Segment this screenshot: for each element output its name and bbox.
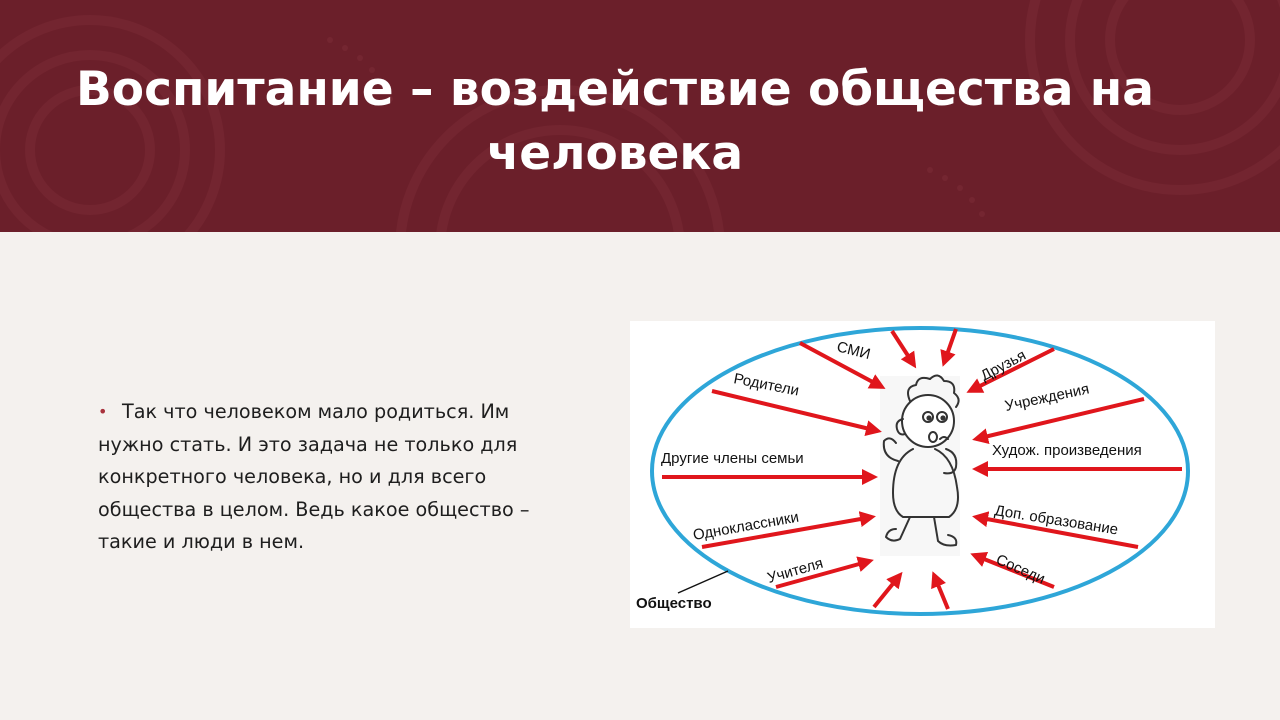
label-parents: Родители bbox=[732, 370, 801, 400]
arrow-bottom-2 bbox=[934, 575, 948, 609]
society-influence-diagram bbox=[630, 321, 1215, 628]
bullet-marker: • bbox=[98, 402, 108, 421]
label-family: Другие члены семьи bbox=[661, 450, 804, 467]
label-extra-edu: Доп. образование bbox=[993, 502, 1120, 539]
child-figure-icon bbox=[880, 375, 960, 556]
label-neighbors: Соседи bbox=[993, 551, 1048, 588]
bullet-text: Так что человеком мало родиться. Им нужно стать. И это задача не только для конкретного человека, но и для всего общества в целом. Ведь какое общество – такие и люди в нем. bbox=[98, 400, 530, 553]
arrow-top-2 bbox=[944, 329, 956, 363]
label-society: Общество bbox=[636, 595, 712, 612]
title-line-2: человека bbox=[486, 126, 744, 181]
bullet-item bbox=[98, 396, 538, 559]
arrow-top-1 bbox=[892, 331, 914, 365]
label-art: Худож. произведения bbox=[992, 442, 1142, 459]
label-friends: Друзья bbox=[977, 346, 1029, 385]
bullet-list bbox=[98, 396, 538, 559]
label-teachers: Учителя bbox=[765, 554, 826, 587]
arrow-bottom-1 bbox=[874, 575, 900, 607]
society-pointer-line bbox=[678, 571, 728, 593]
title-banner bbox=[0, 0, 1280, 232]
label-institutions: Учреждения bbox=[1003, 380, 1091, 415]
page-title bbox=[60, 58, 1170, 186]
title-line-1: Воспитание – воздействие общества на bbox=[75, 62, 1155, 117]
label-classmates: Одноклассники bbox=[691, 508, 801, 544]
label-smi: СМИ bbox=[835, 338, 873, 364]
arrow-institutions bbox=[976, 399, 1144, 439]
